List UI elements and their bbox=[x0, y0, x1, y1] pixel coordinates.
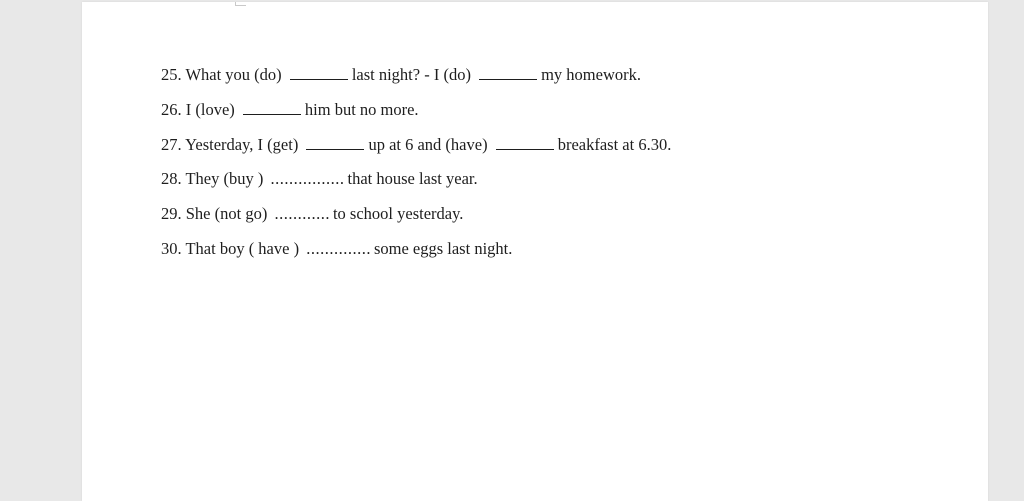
answer-blank[interactable] bbox=[306, 134, 364, 150]
answer-blank-dots[interactable]: .............. bbox=[306, 238, 371, 258]
question-30 bbox=[161, 234, 671, 269]
question-text: They (buy ) bbox=[185, 169, 264, 189]
answer-blank[interactable] bbox=[496, 134, 554, 150]
question-text: What you (do) bbox=[185, 65, 282, 84]
question-26 bbox=[161, 95, 671, 130]
page-corner-marker bbox=[235, 2, 246, 6]
question-number: 28. bbox=[161, 169, 182, 189]
question-28 bbox=[161, 164, 671, 199]
question-27 bbox=[161, 130, 671, 165]
question-text: him but no more. bbox=[304, 99, 419, 119]
question-text: I (love) bbox=[185, 99, 235, 119]
question-text: to school yesterday. bbox=[332, 204, 464, 224]
question-29 bbox=[161, 199, 671, 234]
question-text: breakfast at 6.30. bbox=[557, 134, 672, 154]
exercise-list bbox=[161, 60, 671, 269]
answer-blank-dots[interactable]: ............ bbox=[274, 204, 330, 224]
answer-blank[interactable] bbox=[479, 64, 537, 80]
question-text: my homework. bbox=[541, 65, 641, 84]
question-text: That boy ( have ) bbox=[185, 238, 300, 258]
question-text: She (not go) bbox=[185, 204, 268, 224]
answer-blank-dots[interactable]: ................ bbox=[270, 169, 345, 189]
question-text: Yesterday, I (get) bbox=[185, 134, 299, 154]
answer-blank[interactable] bbox=[290, 64, 348, 80]
document-page bbox=[82, 2, 988, 501]
question-number: 29. bbox=[161, 204, 182, 224]
question-text: that house last year. bbox=[347, 169, 478, 189]
question-text: last night? - I (do) bbox=[351, 65, 471, 84]
question-text: some eggs last night. bbox=[373, 238, 513, 258]
answer-blank[interactable] bbox=[243, 99, 301, 115]
question-number: 30. bbox=[161, 238, 182, 258]
question-number: 25. bbox=[161, 65, 182, 84]
question-number: 26. bbox=[161, 99, 182, 119]
question-number: 27. bbox=[161, 134, 182, 154]
question-text: up at 6 and (have) bbox=[368, 134, 488, 154]
question-25 bbox=[161, 60, 671, 95]
